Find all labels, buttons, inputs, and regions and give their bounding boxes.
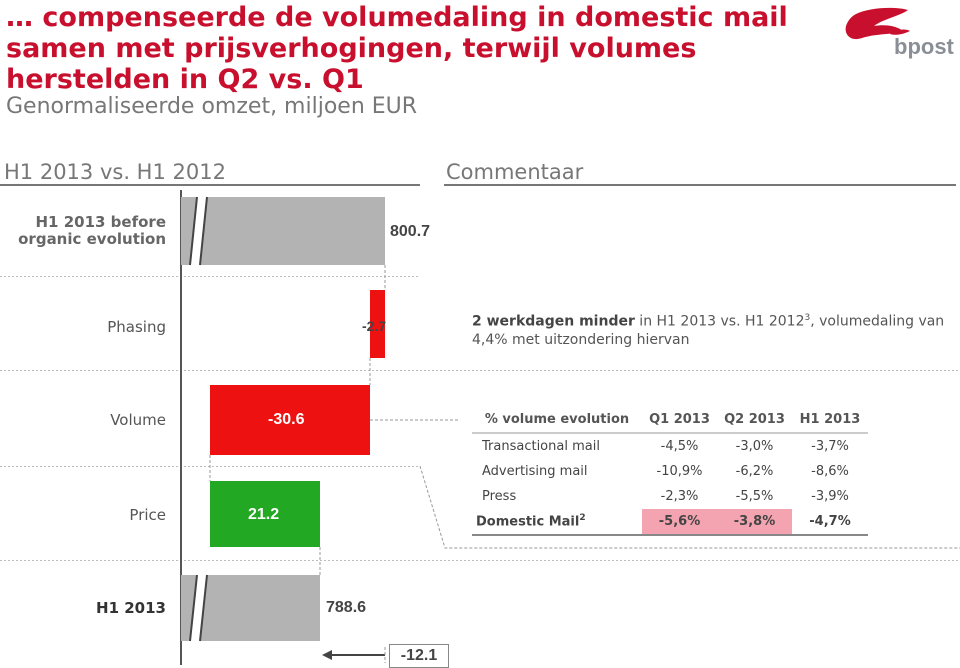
phasing-comment-text-2: , volumedaling van 4,4% met uitzondering hiervan: [472, 313, 945, 348]
value-start-total: 800.7: [390, 223, 431, 240]
label-end-total: H1 2013: [96, 599, 166, 617]
page-subtitle: Genormaliseerde omzet, miljoen EUR: [6, 94, 418, 119]
value-phasing: -2.7: [362, 318, 387, 334]
separator-1: [0, 276, 420, 277]
section-left-heading: H1 2013 vs. H1 2012: [4, 160, 226, 184]
domestic-mail-sup: 2: [579, 513, 586, 524]
separator-4: [0, 560, 960, 561]
page-title: … compenseerde de volumedaling in domestic mail samen met prijsverhogingen, terwijl volumes herstelden in Q2 vs. Q1: [6, 2, 788, 95]
arrow-head: [322, 650, 332, 660]
table-header-row: [472, 407, 868, 433]
label-phasing: Phasing: [107, 318, 166, 336]
value-price: 21.2: [248, 506, 280, 523]
table-header: Q1 2013: [642, 407, 717, 433]
table-header: % volume evolution: [472, 407, 642, 433]
table-row: [472, 459, 868, 484]
table-row: [472, 433, 868, 459]
table-header: H1 2013: [792, 407, 868, 433]
table-header: Q2 2013: [717, 407, 792, 433]
table-cell: -3,9%: [811, 489, 849, 504]
table-row-label: Transactional mail: [482, 439, 600, 454]
phasing-comment: [472, 309, 952, 349]
phasing-comment-bold: 2 werkdagen minder: [472, 313, 635, 330]
table-row-label: Advertising mail: [482, 464, 588, 479]
value-total-change: -12.1: [389, 644, 449, 668]
table-cell: -5,5%: [735, 489, 774, 504]
table-row: [472, 484, 868, 509]
bar-start-total: [181, 197, 385, 265]
table-row-domestic-mail: [472, 509, 868, 535]
table-row-label: Press: [482, 489, 517, 504]
separator-2: [0, 370, 960, 371]
label-price: Price: [129, 506, 166, 524]
table-cell-highlight: -3,8%: [717, 509, 792, 535]
label-volume: Volume: [110, 411, 166, 429]
value-end-total: 788.6: [326, 599, 367, 616]
label-start-total: H1 2013 before organic evolution: [18, 213, 166, 248]
table-cell-highlight: -5,6%: [642, 509, 717, 535]
table-cell: -4,7%: [792, 509, 868, 535]
phasing-comment-text-1: in H1 2013 vs. H1 2012: [634, 313, 805, 330]
table-cell: -4,5%: [660, 439, 699, 454]
domestic-mail-label: Domestic Mail: [476, 514, 580, 530]
table-cell: -3,0%: [735, 439, 774, 454]
phasing-comment-sup: 3: [804, 313, 811, 323]
table-cell: -10,9%: [656, 464, 703, 479]
table-cell: -8,6%: [811, 464, 849, 479]
logo-text: bpost: [894, 34, 954, 59]
table-row-label: [472, 509, 642, 535]
volume-evolution-table: [472, 407, 868, 536]
section-right-heading: Commentaar: [446, 160, 584, 184]
table-cell: -2,3%: [660, 489, 699, 504]
value-volume: -30.6: [268, 411, 305, 428]
table-cell: -6,2%: [735, 464, 774, 479]
table-cell: -3,7%: [811, 439, 849, 454]
